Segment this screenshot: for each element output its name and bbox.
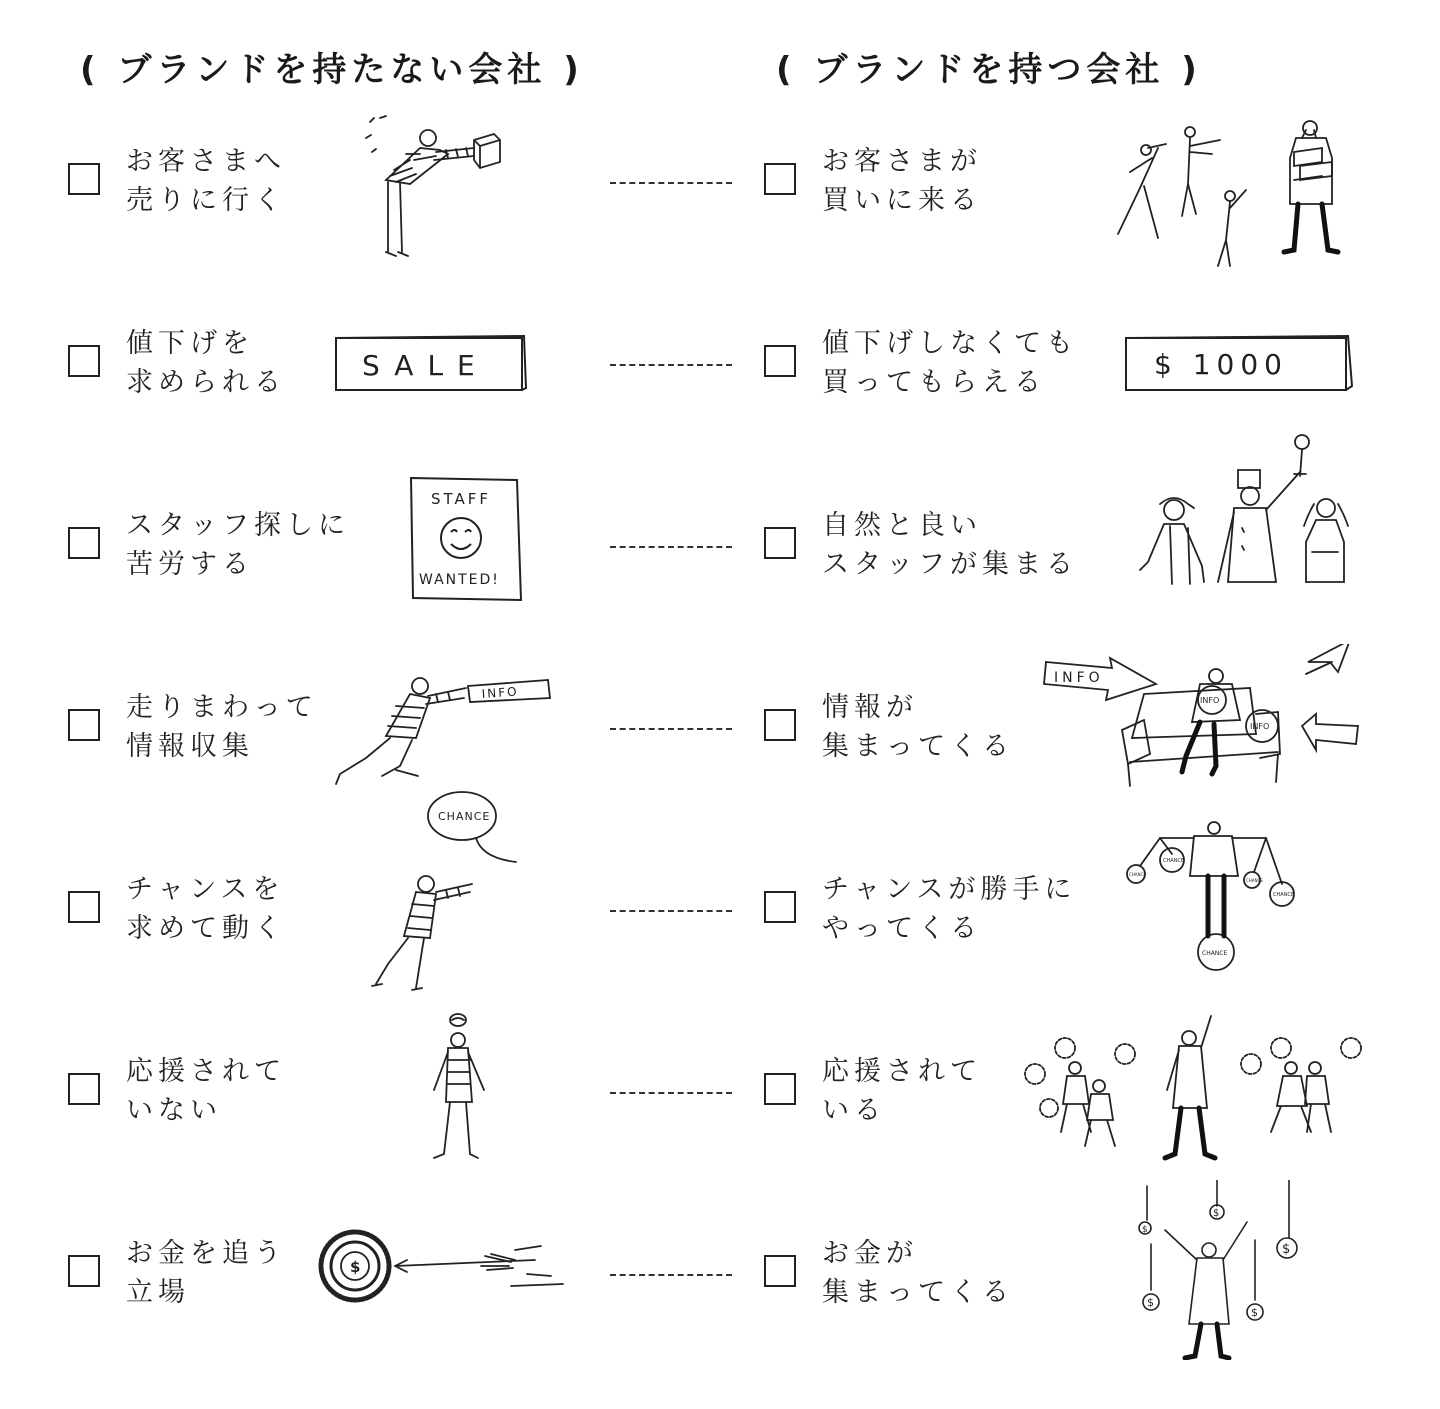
label-right-discount: 値下げしなくても 買ってもらえる [822, 328, 1078, 398]
checkbox-left-sales[interactable] [68, 163, 100, 195]
staff-wanted-poster-illustration [405, 474, 530, 606]
label-left-sales: お客さまへ 売りに行く [126, 146, 286, 216]
connector-line-staff [610, 546, 732, 548]
falling-coin-3-text: $ [1282, 1242, 1291, 1257]
label-left-money: お金を追う 立場 [126, 1238, 286, 1308]
sale-sign-illustration [330, 330, 535, 400]
chance-ball-3-text: CHANCE [1246, 878, 1263, 883]
chance-ball-2-text: CHANCE [1163, 858, 1185, 864]
comparison-row-money [0, 1202, 1440, 1352]
checkbox-right-support[interactable] [764, 1073, 796, 1105]
comparison-row-info [0, 656, 1440, 806]
checkbox-left-staff[interactable] [68, 527, 100, 559]
label-right-chance: チャンスが勝手に やってくる [822, 874, 1077, 944]
label-right-support: 応援されて いる [822, 1056, 982, 1126]
label-right-money: お金が 集まってくる [822, 1238, 1014, 1308]
label-right-sales: お客さまが 買いに来る [822, 146, 982, 216]
chance-balls-illustration [1120, 818, 1310, 978]
comparison-row-support [0, 1020, 1440, 1170]
price-sign-illustration [1120, 330, 1360, 400]
checkbox-left-chance[interactable] [68, 891, 100, 923]
connector-line-support [610, 1092, 732, 1094]
checkbox-right-money[interactable] [764, 1255, 796, 1287]
connector-line-sales [610, 182, 732, 184]
checkbox-right-discount[interactable] [764, 345, 796, 377]
checkbox-left-discount[interactable] [68, 345, 100, 377]
label-left-info: 走りまわって 情報収集 [126, 692, 318, 762]
checkbox-right-sales[interactable] [764, 163, 796, 195]
falling-coin-2-text: $ [1213, 1208, 1220, 1219]
left-column-title: ( ブランドを持たない会社 ) [80, 50, 584, 90]
comparison-row-sales [0, 110, 1440, 260]
label-left-support: 応援されて いない [126, 1056, 286, 1126]
poster-top-text: STAFF [431, 490, 492, 508]
label-right-staff: 自然と良い スタッフが集まる [822, 510, 1078, 580]
checkbox-right-chance[interactable] [764, 891, 796, 923]
chance-ball-1-text: CHANCE [1129, 872, 1146, 877]
coin-dollar-text: $ [350, 1258, 361, 1276]
money-falling-illustration [1125, 1180, 1315, 1360]
label-left-chance: チャンスを 求めて動く [126, 874, 286, 944]
info-flag-text: INFO [481, 684, 519, 701]
right-column-title: ( ブランドを持つ会社 ) [776, 50, 1202, 90]
sale-sign-text: SALE [362, 349, 489, 382]
chasing-chance-illustration [360, 788, 540, 998]
info-arrow-text: INFO [1054, 670, 1104, 686]
chance-ball-main-text: CHANCE [1202, 950, 1228, 957]
checkbox-left-support[interactable] [68, 1073, 100, 1105]
connector-line-info [610, 728, 732, 730]
person-carrying-box-illustration [350, 110, 510, 260]
falling-coin-5-text: $ [1251, 1306, 1258, 1319]
customers-coming-illustration [1100, 110, 1360, 270]
comparison-row-staff [0, 474, 1440, 624]
checkbox-right-staff[interactable] [764, 527, 796, 559]
cheerleaders-illustration [1015, 1008, 1365, 1168]
comparison-row-chance [0, 810, 1440, 988]
lonely-person-illustration [420, 1008, 500, 1168]
connector-line-chance [610, 910, 732, 912]
label-right-info: 情報が 集まってくる [822, 692, 1014, 762]
chance-ball-4-text: CHANCE [1273, 892, 1295, 898]
checkbox-right-info[interactable] [764, 709, 796, 741]
arrow-at-coin-illustration [315, 1226, 575, 1306]
connector-line-discount [610, 364, 732, 366]
staff-gathering-illustration [1130, 432, 1370, 592]
sofa-info-arrives-illustration [1040, 644, 1360, 794]
chance-bubble-text: CHANCE [438, 810, 491, 823]
info-ball-1-text: INFO [1200, 696, 1220, 705]
falling-coin-1-text: $ [1142, 1225, 1148, 1235]
label-left-discount: 値下げを 求められる [126, 328, 286, 398]
price-sign-text: $ 1000 [1154, 348, 1288, 381]
info-ball-2-text: INFO [1250, 722, 1270, 731]
running-with-info-flag-illustration [330, 666, 560, 796]
falling-coin-4-text: $ [1147, 1296, 1154, 1309]
checkbox-left-money[interactable] [68, 1255, 100, 1287]
poster-bottom-text: WANTED! [419, 572, 500, 588]
checkbox-left-info[interactable] [68, 709, 100, 741]
comparison-row-discount [0, 292, 1440, 442]
connector-line-money [610, 1274, 732, 1276]
label-left-staff: スタッフ探しに 苦労する [126, 510, 350, 580]
